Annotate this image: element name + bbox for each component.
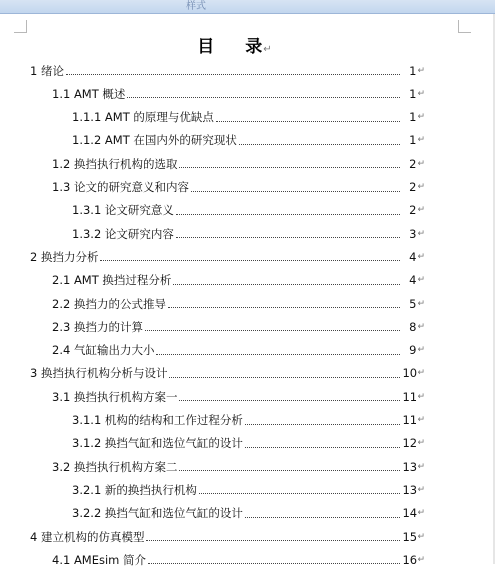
toc-leader-dots: [127, 97, 400, 98]
toc-leader-dots: [66, 74, 400, 75]
document-page[interactable]: [0, 14, 494, 567]
paragraph-mark-icon: ↵: [417, 135, 425, 146]
toc-page-number: 11: [402, 389, 418, 404]
toc-leader-dots: [100, 260, 400, 261]
paragraph-mark-icon: ↵: [417, 461, 425, 472]
toc-leader-dots: [179, 470, 400, 471]
toc-entry-label: 3.2 换挡执行机构方案二: [52, 459, 178, 474]
paragraph-mark-icon: ↵: [417, 321, 425, 332]
toc-entry[interactable]: [72, 478, 425, 501]
paragraph-mark-icon: ↵: [417, 484, 425, 495]
paragraph-mark-icon: ↵: [417, 112, 425, 123]
toc-entry-label: 3 换挡执行机构分析与设计: [30, 366, 168, 381]
toc-page-number: 1: [409, 86, 417, 101]
toc-entry-label: 4 建立机构的仿真模型: [30, 529, 145, 544]
toc-entry[interactable]: [52, 82, 425, 105]
toc-entry-label: 2.1 AMT 换挡过程分析: [52, 273, 172, 288]
paragraph-mark-icon: ↵: [417, 554, 425, 565]
toc-leader-dots: [239, 144, 401, 145]
toc-entry[interactable]: [30, 525, 425, 548]
toc-title: [0, 32, 470, 57]
toc-page-number: 16: [402, 552, 418, 567]
toc-leader-dots: [169, 377, 400, 378]
toc-entry[interactable]: [52, 315, 425, 338]
toc-page-number: 9: [409, 343, 417, 358]
toc-page-number: 13: [402, 482, 418, 497]
toc-title-part-1: 目: [197, 37, 216, 57]
toc-leader-dots: [245, 424, 401, 425]
toc-entry[interactable]: [72, 502, 425, 525]
paragraph-mark-icon: ↵: [417, 368, 425, 379]
toc-entry-label: 1 绪论: [30, 63, 64, 78]
toc-entry-label: 3.2.1 新的换挡执行机构: [72, 482, 197, 497]
toc-entry[interactable]: [52, 269, 425, 292]
toc-entry[interactable]: [52, 385, 425, 408]
toc-entry[interactable]: [52, 176, 425, 199]
paragraph-mark-icon: ↵: [417, 438, 425, 449]
toc-entry-label: 4.1 AMEsim 简介: [52, 552, 147, 567]
toc-entry-label: 2.4 气缸输出力大小: [52, 343, 155, 358]
toc-page-number: 15: [402, 529, 418, 544]
toc-page-number: 14: [402, 506, 418, 521]
toc-leader-dots: [173, 284, 400, 285]
toc-entry[interactable]: [30, 245, 425, 268]
toc-entry[interactable]: [72, 129, 425, 152]
paragraph-mark-icon: ↵: [417, 391, 425, 402]
toc-entry-label: 1.3.2 论文研究内容: [72, 226, 174, 241]
paragraph-mark-icon: ↵: [417, 205, 425, 216]
toc-page-number: 12: [402, 436, 418, 451]
ribbon-bar: [0, 0, 495, 14]
toc-leader-dots: [156, 354, 400, 355]
toc-entry-label: 2.2 换挡力的公式推导: [52, 296, 166, 311]
toc-title-part-2: 录: [245, 37, 264, 57]
toc-entry[interactable]: [72, 199, 425, 222]
toc-page-number: 11: [402, 413, 418, 427]
paragraph-mark-icon: ↵: [417, 88, 425, 99]
toc-leader-dots: [179, 167, 400, 168]
toc-entry[interactable]: [72, 432, 425, 455]
toc-page-number: 1: [409, 133, 417, 148]
toc-leader-dots: [145, 330, 401, 331]
toc-leader-dots: [179, 400, 400, 401]
paragraph-mark-icon: ↵: [417, 65, 425, 76]
paragraph-mark-icon: ↵: [417, 531, 425, 542]
toc-page-number: 2: [409, 203, 417, 218]
toc-page-number: 5: [409, 296, 417, 311]
styles-group-label[interactable]: 样式: [186, 1, 206, 12]
toc-entry-label: 1.1.2 AMT 在国内外的研究现状: [72, 133, 237, 148]
toc-entry-label: 3.1.1 机构的结构和工作过程分析: [72, 413, 243, 427]
paragraph-mark-icon: ↵: [417, 158, 425, 169]
toc-entry[interactable]: [52, 339, 425, 362]
toc-entry-label: 1.3 论文的研究意义和内容: [52, 180, 189, 194]
toc-leader-dots: [245, 517, 401, 518]
toc-page-number: 4: [409, 249, 417, 264]
paragraph-mark-icon: ↵: [417, 251, 425, 262]
paragraph-mark-icon: ↵: [417, 298, 425, 309]
toc-page-number: 3: [409, 226, 417, 241]
toc-page-number: 2: [409, 156, 417, 171]
toc-entry-label: 3.1 换挡执行机构方案一: [52, 389, 178, 404]
toc-entry-label: 3.1.2 换挡气缸和选位气缸的设计: [72, 436, 243, 451]
toc-page-number: 2: [409, 180, 417, 194]
paragraph-mark-icon: ↵: [417, 228, 425, 239]
toc-page-number: 1: [409, 63, 417, 78]
toc-leader-dots: [168, 307, 401, 308]
toc-entry-label: 1.3.1 论文研究意义: [72, 203, 174, 218]
paragraph-mark-icon: ↵: [417, 508, 425, 519]
toc-entry-label: 1.1 AMT 概述: [52, 86, 126, 101]
toc-entry[interactable]: [72, 222, 425, 245]
toc-leader-dots: [146, 540, 400, 541]
toc-leader-dots: [176, 214, 401, 215]
toc-page-number: 4: [409, 273, 417, 288]
toc-leader-dots: [245, 447, 401, 448]
toc-entry[interactable]: [52, 292, 425, 315]
toc-entry[interactable]: [52, 548, 425, 571]
toc-entry[interactable]: [30, 362, 425, 385]
toc-leader-dots: [216, 121, 401, 122]
toc-page-number: 13: [402, 459, 418, 474]
toc-entry[interactable]: [52, 152, 425, 175]
toc-entry[interactable]: [52, 455, 425, 478]
paragraph-mark-icon: ↵: [417, 415, 425, 425]
paragraph-mark-icon: ↵: [417, 345, 425, 356]
toc-page-number: 10: [402, 366, 418, 381]
toc-page-number: 8: [409, 319, 417, 334]
toc-entry-label: 1.2 换挡执行机构的选取: [52, 156, 178, 171]
paragraph-mark-icon: ↵: [417, 275, 425, 286]
toc-entry-label: 2.3 换挡力的计算: [52, 319, 143, 334]
toc-leader-dots: [176, 237, 401, 238]
toc-entry[interactable]: [72, 106, 425, 129]
toc-entry[interactable]: [72, 409, 425, 432]
toc-page-number: 1: [409, 110, 417, 125]
toc-leader-dots: [199, 493, 401, 494]
paragraph-mark-icon: ↵: [263, 44, 273, 55]
toc-entry-label: 1.1.1 AMT 的原理与优缺点: [72, 110, 214, 125]
toc-entry-label: 2 换挡力分析: [30, 249, 99, 264]
paragraph-mark-icon: ↵: [417, 182, 425, 192]
toc-entry[interactable]: [30, 59, 425, 82]
toc-entry-label: 3.2.2 换挡气缸和选位气缸的设计: [72, 506, 243, 521]
toc-leader-dots: [191, 191, 401, 192]
